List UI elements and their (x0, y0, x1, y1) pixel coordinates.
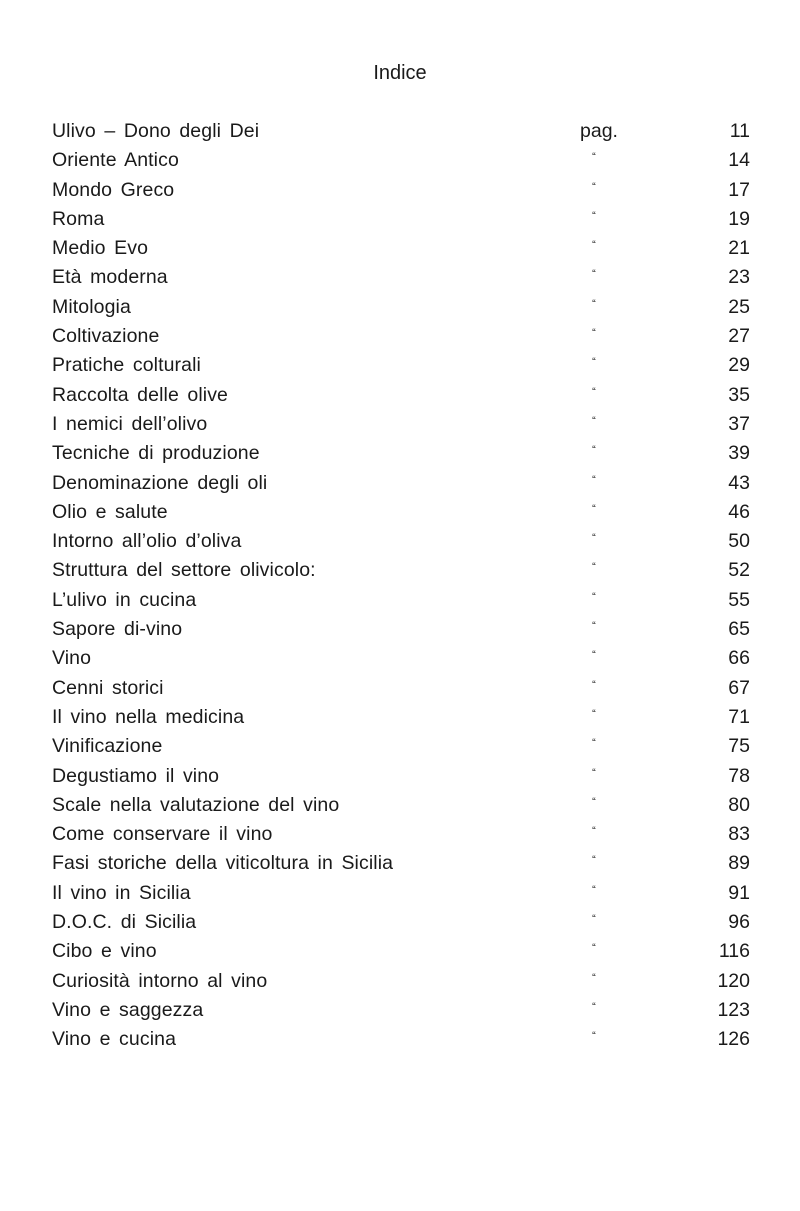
ditto-mark: “ (592, 180, 596, 193)
ditto-mark: “ (592, 737, 596, 750)
toc-entry-page-number: 126 (717, 1028, 750, 1051)
toc-entry (52, 703, 752, 732)
toc-entry-page-number: 123 (717, 998, 750, 1021)
toc-entry-title: Struttura del settore olivicolo: (52, 559, 316, 582)
ditto-mark: “ (592, 239, 596, 252)
toc-entry (52, 381, 752, 410)
toc-entry (52, 146, 752, 175)
toc-entry-page-number: 23 (728, 266, 750, 289)
toc-entry-title: Olio e salute (52, 500, 168, 523)
toc-entry-title: Mondo Greco (52, 178, 175, 201)
toc-entry-page-number: 71 (728, 705, 750, 728)
toc-entry-title: Vinificazione (52, 735, 163, 758)
ditto-mark: “ (592, 854, 596, 867)
toc-entry-page-number: 35 (728, 383, 750, 406)
toc-entry-page-number: 67 (728, 676, 750, 699)
toc-entry-page-number: 75 (728, 735, 750, 758)
toc-entry-page-number: 19 (728, 207, 750, 230)
toc-entry-page-number: 29 (728, 354, 750, 377)
table-of-contents (52, 117, 752, 1055)
toc-entry-page-number: 21 (728, 237, 750, 260)
toc-entry (52, 1025, 752, 1054)
ditto-mark: “ (592, 532, 596, 545)
toc-entry (52, 996, 752, 1025)
toc-entry (52, 674, 752, 703)
toc-entry (52, 820, 752, 849)
ditto-mark: “ (592, 678, 596, 691)
ditto-mark: “ (592, 883, 596, 896)
toc-entry-title: Il vino in Sicilia (52, 881, 191, 904)
ditto-mark: “ (592, 590, 596, 603)
toc-entry-page-number: 78 (728, 764, 750, 787)
ditto-mark: “ (592, 1030, 596, 1043)
toc-entry-title: Vino e saggezza (52, 998, 204, 1021)
toc-entry (52, 937, 752, 966)
toc-entry (52, 498, 752, 527)
toc-entry (52, 469, 752, 498)
toc-entry-title: Vino e cucina (52, 1028, 177, 1051)
toc-entry-title: Tecniche di produzione (52, 442, 260, 465)
ditto-mark: “ (592, 297, 596, 310)
ditto-mark: “ (592, 795, 596, 808)
toc-entry-page-number: 46 (728, 500, 750, 523)
toc-entry (52, 117, 752, 146)
ditto-mark: “ (592, 327, 596, 340)
ditto-mark: “ (592, 942, 596, 955)
toc-entry (52, 556, 752, 585)
ditto-mark: “ (592, 913, 596, 926)
ditto-mark: “ (592, 1000, 596, 1013)
toc-entry-title: Coltivazione (52, 325, 160, 348)
toc-entry-title: L’ulivo in cucina (52, 588, 197, 611)
toc-entry (52, 879, 752, 908)
toc-entry (52, 293, 752, 322)
ditto-mark: “ (592, 707, 596, 720)
toc-entry-title: Roma (52, 207, 105, 230)
ditto-mark: “ (592, 473, 596, 486)
toc-entry-title: Cenni storici (52, 676, 164, 699)
toc-entry (52, 439, 752, 468)
toc-entry-title: Pratiche colturali (52, 354, 201, 377)
ditto-mark: “ (592, 620, 596, 633)
toc-entry-title: Raccolta delle olive (52, 383, 229, 406)
toc-entry-page-number: 83 (728, 823, 750, 846)
page-title: Indice (373, 62, 427, 84)
toc-entry (52, 732, 752, 761)
toc-entry-title: D.O.C. di Sicilia (52, 911, 197, 934)
ditto-mark: “ (592, 414, 596, 427)
toc-entry (52, 234, 752, 263)
toc-entry-title: Scale nella valutazione del vino (52, 793, 340, 816)
toc-entry-page-number: 91 (728, 881, 750, 904)
toc-entry-title: Ulivo – Dono degli Dei (52, 120, 260, 142)
toc-entry-page-number: 37 (728, 412, 750, 435)
toc-entry (52, 263, 752, 292)
toc-entry-title: Oriente Antico (52, 149, 179, 172)
toc-entry-page-number: 66 (728, 647, 750, 670)
toc-entry-page-number: 43 (728, 471, 750, 494)
ditto-mark: “ (592, 502, 596, 515)
ditto-mark: “ (592, 268, 596, 281)
toc-entry-title: I nemici dell’olivo (52, 412, 208, 435)
ditto-mark: “ (592, 649, 596, 662)
toc-entry-title: Come conservare il vino (52, 823, 273, 846)
toc-entry (52, 967, 752, 996)
toc-entry-title: Denominazione degli oli (52, 471, 268, 494)
toc-entry-title: Curiosità intorno al vino (52, 969, 268, 992)
ditto-mark: “ (592, 561, 596, 574)
ditto-mark: “ (592, 151, 596, 164)
toc-entry-page-number: 27 (728, 325, 750, 348)
toc-entry (52, 908, 752, 937)
ditto-mark: “ (592, 356, 596, 369)
toc-entry-page-number: 55 (728, 588, 750, 611)
toc-entry-page-number: 14 (728, 149, 750, 172)
toc-entry-title: Il vino nella medicina (52, 705, 245, 728)
toc-entry-title: Medio Evo (52, 237, 149, 260)
toc-entry (52, 849, 752, 878)
toc-entry-page-number: 80 (728, 793, 750, 816)
toc-entry-title: Degustiamo il vino (52, 764, 220, 787)
toc-entry (52, 527, 752, 556)
toc-entry (52, 351, 752, 380)
toc-entry-title: Cibo e vino (52, 940, 157, 963)
page-label: pag. (580, 120, 618, 142)
ditto-mark: “ (592, 444, 596, 457)
toc-entry-page-number: 116 (718, 940, 750, 963)
toc-entry-title: Fasi storiche della viticoltura in Sicilia (52, 852, 394, 875)
toc-entry (52, 762, 752, 791)
toc-entry-title: Mitologia (52, 295, 131, 318)
toc-entry-page-number: 65 (728, 618, 750, 641)
toc-entry-page-number: 17 (728, 178, 750, 201)
toc-entry-page-number: 120 (717, 969, 750, 992)
toc-entry (52, 205, 752, 234)
toc-entry (52, 176, 752, 205)
toc-entry-title: Vino (52, 647, 92, 670)
toc-entry-title: Età moderna (52, 266, 168, 289)
toc-entry (52, 586, 752, 615)
toc-entry (52, 791, 752, 820)
toc-entry-page-number: 25 (728, 295, 750, 318)
toc-entry-page-number: 50 (728, 530, 750, 553)
ditto-mark: “ (592, 766, 596, 779)
toc-entry-page-number: 89 (728, 852, 750, 875)
toc-entry-page-number: 11 (729, 120, 750, 142)
toc-entry (52, 322, 752, 351)
ditto-mark: “ (592, 971, 596, 984)
ditto-mark: “ (592, 209, 596, 222)
toc-entry-page-number: 39 (728, 442, 750, 465)
toc-entry-title: Intorno all’olio d’oliva (52, 530, 242, 553)
toc-entry-page-number: 96 (728, 911, 750, 934)
ditto-mark: “ (592, 825, 596, 838)
toc-entry (52, 410, 752, 439)
ditto-mark: “ (592, 385, 596, 398)
toc-entry-page-number: 52 (728, 559, 750, 582)
toc-entry (52, 615, 752, 644)
toc-entry (52, 644, 752, 673)
toc-entry-title: Sapore di-vino (52, 618, 183, 641)
